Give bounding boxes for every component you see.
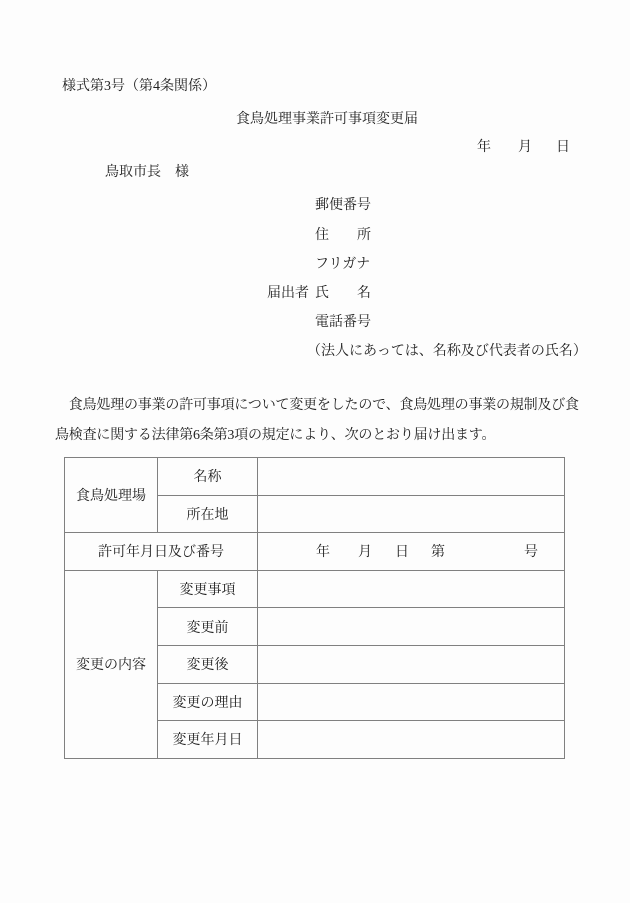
postal-code-label: 郵便番号 xyxy=(315,198,371,213)
body-line-1: 食鳥処理の事業の許可事項について変更をしたので、食鳥処理の事業の規制及び食 xyxy=(55,398,579,413)
change-before-value xyxy=(258,608,565,646)
change-reason-label: 変更の理由 xyxy=(158,683,258,721)
table-row xyxy=(65,570,565,608)
address-label: 住 所 xyxy=(315,228,371,243)
date-day-label: 日 xyxy=(556,140,570,155)
permit-number-suffix-label: 号 xyxy=(524,545,538,561)
plant-location-value xyxy=(258,495,565,533)
plant-group-label: 食鳥処理場 xyxy=(65,458,158,533)
plant-location-label: 所在地 xyxy=(158,495,258,533)
permit-date-number-value xyxy=(258,533,565,571)
name-label: 氏 名 xyxy=(315,286,371,301)
form-number: 様式第3号（第4条関係） xyxy=(62,79,216,94)
date-year-label: 年 xyxy=(477,140,491,155)
change-date-label: 変更年月日 xyxy=(158,721,258,759)
page-title: 食鳥処理事業許可事項変更届 xyxy=(236,112,418,127)
change-reason-value xyxy=(258,683,565,721)
table-row xyxy=(65,458,565,496)
addressee: 鳥取市長 様 xyxy=(105,165,189,180)
permit-month-label: 月 xyxy=(358,545,372,561)
permit-day-label: 日 xyxy=(395,545,409,561)
change-item-value xyxy=(258,570,565,608)
change-before-label: 変更前 xyxy=(158,608,258,646)
permit-date-number-label: 許可年月日及び番号 xyxy=(65,533,258,571)
applicant-role-label: 届出者 xyxy=(267,286,309,301)
permit-year-label: 年 xyxy=(316,545,330,561)
change-after-value xyxy=(258,645,565,683)
plant-name-label: 名称 xyxy=(158,458,258,496)
date-month-label: 月 xyxy=(518,140,532,155)
corporate-note: （法人にあっては、名称及び代表者の氏名） xyxy=(307,344,587,359)
body-line-2: 鳥検査に関する法律第6条第3項の規定により、次のとおり届け出ます。 xyxy=(55,428,496,443)
plant-name-value xyxy=(258,458,565,496)
phone-label: 電話番号 xyxy=(315,315,371,330)
change-item-label: 変更事項 xyxy=(158,570,258,608)
change-date-value xyxy=(258,721,565,759)
permit-number-prefix-label: 第 xyxy=(431,545,445,561)
furigana-label: フリガナ xyxy=(315,257,371,272)
table-row xyxy=(65,533,565,571)
form-table xyxy=(64,457,565,759)
change-after-label: 変更後 xyxy=(158,645,258,683)
changes-group-label: 変更の内容 xyxy=(65,570,158,758)
